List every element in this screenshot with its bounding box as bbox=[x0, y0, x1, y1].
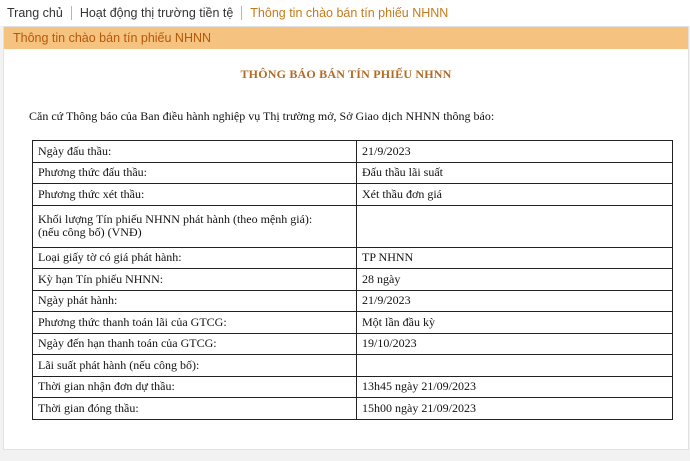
panel-header-title: Thông tin chào bán tín phiếu NHNN bbox=[13, 31, 212, 45]
panel-header bbox=[4, 27, 688, 49]
table-row bbox=[33, 290, 673, 312]
notice-intro: Căn cứ Thông báo của Ban điều hành nghiệp vụ Thị trường mở, Sở Giao dịch NHNN thông báo: bbox=[29, 109, 495, 123]
breadcrumb-home-link[interactable]: Trang chủ bbox=[7, 6, 63, 20]
table-row bbox=[33, 141, 673, 163]
table-row bbox=[33, 376, 673, 398]
auction-info-table bbox=[32, 140, 673, 420]
notice-title: THÔNG BÁO BÁN TÍN PHIẾU NHNN bbox=[240, 67, 452, 81]
row-label: Thời gian đóng thầu: bbox=[33, 398, 357, 420]
table-row bbox=[33, 269, 673, 291]
row-label-secondary: (nếu công bố) (VNĐ) bbox=[38, 225, 142, 239]
table-row bbox=[33, 355, 673, 377]
table-row bbox=[33, 205, 673, 247]
table-row bbox=[33, 184, 673, 206]
row-value: 28 ngày bbox=[357, 269, 673, 291]
table-row bbox=[33, 162, 673, 184]
row-label: Lãi suất phát hành (nếu công bố): bbox=[33, 355, 357, 377]
row-label: Loại giấy tờ có giá phát hành: bbox=[33, 247, 357, 269]
row-value bbox=[357, 355, 673, 377]
table-row bbox=[33, 247, 673, 269]
row-value: 13h45 ngày 21/09/2023 bbox=[357, 376, 673, 398]
row-label: Thời gian nhận đơn dự thầu: bbox=[33, 376, 357, 398]
breadcrumb bbox=[0, 0, 690, 26]
row-value: 19/10/2023 bbox=[357, 333, 673, 355]
row-label: Khối lượng Tín phiếu NHNN phát hành (theo mệnh giá): bbox=[38, 212, 313, 226]
row-value bbox=[357, 205, 673, 247]
row-label: Phương thức đấu thầu: bbox=[33, 162, 357, 184]
row-label: Kỳ hạn Tín phiếu NHNN: bbox=[33, 269, 357, 291]
table-row bbox=[33, 312, 673, 334]
row-value: 21/9/2023 bbox=[357, 290, 673, 312]
row-label: Ngày phát hành: bbox=[33, 290, 357, 312]
row-value: 15h00 ngày 21/09/2023 bbox=[357, 398, 673, 420]
table-row bbox=[33, 398, 673, 420]
breadcrumb-current-link[interactable]: Thông tin chào bán tín phiếu NHNN bbox=[250, 6, 449, 20]
table-row bbox=[33, 333, 673, 355]
content-panel bbox=[3, 26, 689, 450]
row-value: Đấu thầu lãi suất bbox=[357, 162, 673, 184]
row-label: Ngày đấu thầu: bbox=[33, 141, 357, 163]
row-label: Ngày đến hạn thanh toán của GTCG: bbox=[33, 333, 357, 355]
row-value: 21/9/2023 bbox=[357, 141, 673, 163]
breadcrumb-section-link[interactable]: Hoạt động thị trường tiền tệ bbox=[79, 6, 234, 20]
row-value: TP NHNN bbox=[357, 247, 673, 269]
row-label-multiline bbox=[33, 205, 357, 247]
row-value: Một lần đầu kỳ bbox=[357, 312, 673, 334]
row-label: Phương thức thanh toán lãi của GTCG: bbox=[33, 312, 357, 334]
row-value: Xét thầu đơn giá bbox=[357, 184, 673, 206]
row-label: Phương thức xét thầu: bbox=[33, 184, 357, 206]
